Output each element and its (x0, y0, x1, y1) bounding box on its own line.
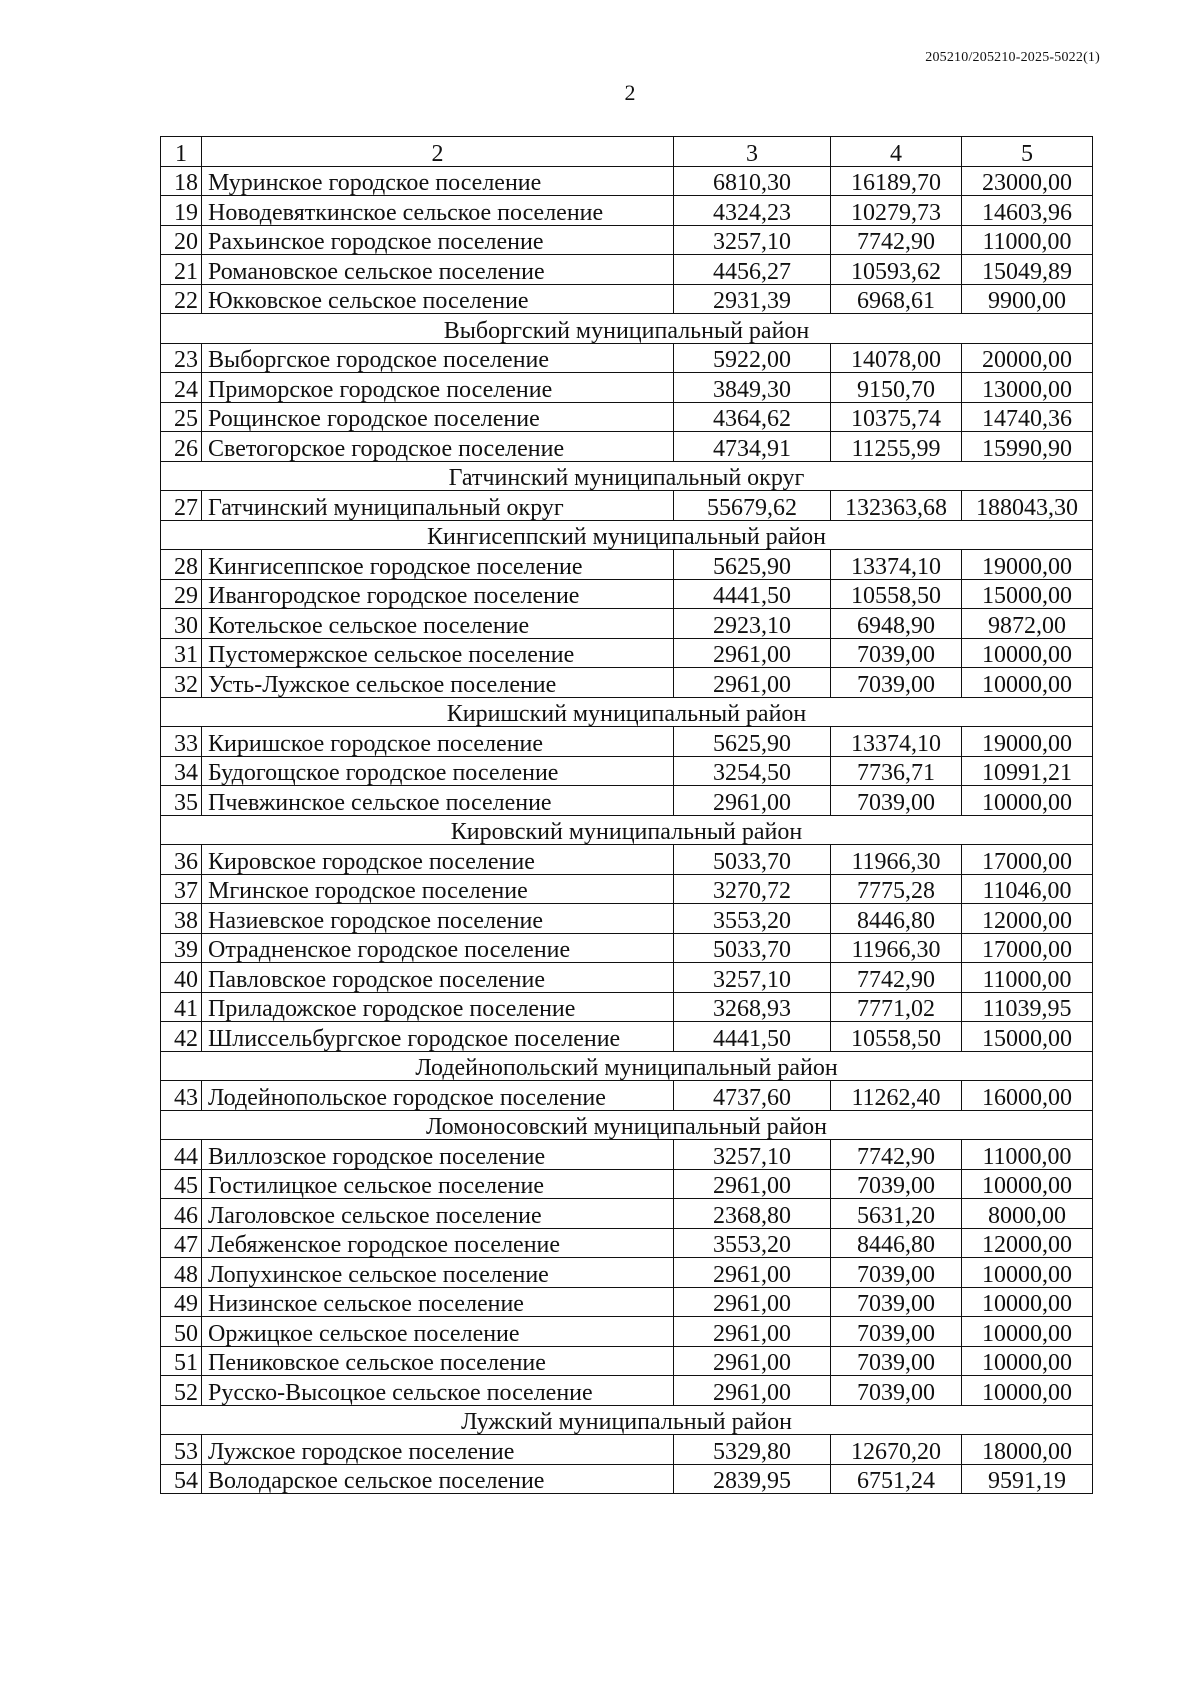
row-number: 52 (161, 1376, 202, 1406)
settlement-name: Муринское городское поселение (202, 166, 674, 196)
value-col-4: 7039,00 (831, 1169, 962, 1199)
row-number: 20 (161, 225, 202, 255)
header-col-2: 2 (202, 137, 674, 167)
value-col-3: 4441,50 (674, 579, 831, 609)
table-row (161, 963, 1093, 993)
table-row (161, 874, 1093, 904)
settlement-name: Юкковское сельское поселение (202, 284, 674, 314)
value-col-3: 3268,93 (674, 992, 831, 1022)
table-row (161, 1081, 1093, 1111)
value-col-5: 14603,96 (962, 196, 1093, 226)
settlement-name: Павловское городское поселение (202, 963, 674, 993)
row-number: 50 (161, 1317, 202, 1347)
district-group-row (161, 314, 1093, 344)
value-col-3: 3257,10 (674, 963, 831, 993)
value-col-3: 2961,00 (674, 668, 831, 698)
value-col-4: 7742,90 (831, 225, 962, 255)
row-number: 53 (161, 1435, 202, 1465)
value-col-3: 3553,20 (674, 1228, 831, 1258)
header-col-4: 4 (831, 137, 962, 167)
row-number: 34 (161, 756, 202, 786)
value-col-5: 10000,00 (962, 786, 1093, 816)
value-col-5: 10000,00 (962, 668, 1093, 698)
header-col-1: 1 (161, 137, 202, 167)
settlement-name: Светогорское городское поселение (202, 432, 674, 462)
table-row (161, 1228, 1093, 1258)
value-col-5: 17000,00 (962, 845, 1093, 875)
district-name: Гатчинский муниципальный округ (161, 461, 1093, 491)
table-row (161, 904, 1093, 934)
value-col-5: 11039,95 (962, 992, 1093, 1022)
value-col-4: 6968,61 (831, 284, 962, 314)
value-col-5: 10000,00 (962, 1287, 1093, 1317)
settlement-name: Гостилицкое сельское поселение (202, 1169, 674, 1199)
settlement-name: Ивангородское городское поселение (202, 579, 674, 609)
value-col-4: 7039,00 (831, 1317, 962, 1347)
settlement-name: Назиевское городское поселение (202, 904, 674, 934)
value-col-5: 11000,00 (962, 225, 1093, 255)
district-group-row (161, 1110, 1093, 1140)
settlement-name: Лебяженское городское поселение (202, 1228, 674, 1258)
row-number: 38 (161, 904, 202, 934)
settlement-name: Отрадненское городское поселение (202, 933, 674, 963)
district-name: Кировский муниципальный район (161, 815, 1093, 845)
table-row (161, 343, 1093, 373)
row-number: 41 (161, 992, 202, 1022)
row-number: 32 (161, 668, 202, 698)
value-col-3: 4737,60 (674, 1081, 831, 1111)
table-row (161, 638, 1093, 668)
value-col-5: 13000,00 (962, 373, 1093, 403)
table-row (161, 1435, 1093, 1465)
value-col-4: 8446,80 (831, 904, 962, 934)
settlement-name: Рощинское городское поселение (202, 402, 674, 432)
table-row (161, 845, 1093, 875)
district-group-row (161, 520, 1093, 550)
value-col-5: 20000,00 (962, 343, 1093, 373)
settlement-name: Лаголовское сельское поселение (202, 1199, 674, 1229)
settlement-name: Володарское сельское поселение (202, 1464, 674, 1494)
table-row (161, 1287, 1093, 1317)
value-col-5: 15049,89 (962, 255, 1093, 285)
table-row (161, 609, 1093, 639)
value-col-5: 9591,19 (962, 1464, 1093, 1494)
table-row (161, 933, 1093, 963)
row-number: 42 (161, 1022, 202, 1052)
settlement-name: Романовское сельское поселение (202, 255, 674, 285)
value-col-4: 7742,90 (831, 1140, 962, 1170)
value-col-3: 2961,00 (674, 1317, 831, 1347)
value-col-5: 15990,90 (962, 432, 1093, 462)
row-number: 46 (161, 1199, 202, 1229)
row-number: 33 (161, 727, 202, 757)
table-row (161, 756, 1093, 786)
value-col-4: 11966,30 (831, 845, 962, 875)
value-col-4: 7742,90 (831, 963, 962, 993)
value-col-4: 6948,90 (831, 609, 962, 639)
table-row (161, 668, 1093, 698)
value-col-4: 12670,20 (831, 1435, 962, 1465)
value-col-4: 7039,00 (831, 786, 962, 816)
settlement-name: Оржицкое сельское поселение (202, 1317, 674, 1347)
value-col-4: 11966,30 (831, 933, 962, 963)
row-number: 27 (161, 491, 202, 521)
settlement-name: Лодейнопольское городское поселение (202, 1081, 674, 1111)
row-number: 44 (161, 1140, 202, 1170)
value-col-3: 5922,00 (674, 343, 831, 373)
district-group-row (161, 1405, 1093, 1435)
value-col-3: 2961,00 (674, 1169, 831, 1199)
value-col-3: 4364,62 (674, 402, 831, 432)
document-id: 205210/205210-2025-5022(1) (925, 50, 1100, 65)
row-number: 26 (161, 432, 202, 462)
settlement-name: Котельское сельское поселение (202, 609, 674, 639)
value-col-4: 132363,68 (831, 491, 962, 521)
value-col-5: 17000,00 (962, 933, 1093, 963)
value-col-3: 4441,50 (674, 1022, 831, 1052)
value-col-5: 9872,00 (962, 609, 1093, 639)
table-row (161, 284, 1093, 314)
value-col-5: 10000,00 (962, 1346, 1093, 1376)
value-col-5: 8000,00 (962, 1199, 1093, 1229)
value-col-4: 10593,62 (831, 255, 962, 285)
value-col-5: 10991,21 (962, 756, 1093, 786)
page-number: 2 (624, 80, 636, 105)
value-col-3: 3553,20 (674, 904, 831, 934)
settlement-name: Новодевяткинское сельское поселение (202, 196, 674, 226)
value-col-5: 19000,00 (962, 550, 1093, 580)
settlement-name: Выборгское городское поселение (202, 343, 674, 373)
value-col-4: 16189,70 (831, 166, 962, 196)
settlement-name: Виллозское городское поселение (202, 1140, 674, 1170)
row-number: 51 (161, 1346, 202, 1376)
value-col-3: 3257,10 (674, 1140, 831, 1170)
row-number: 35 (161, 786, 202, 816)
table-row (161, 491, 1093, 521)
settlement-name: Лужское городское поселение (202, 1435, 674, 1465)
value-col-4: 13374,10 (831, 550, 962, 580)
district-name: Лодейнопольский муниципальный район (161, 1051, 1093, 1081)
value-col-3: 3257,10 (674, 225, 831, 255)
table-row (161, 1346, 1093, 1376)
settlement-name: Кировское городское поселение (202, 845, 674, 875)
settlement-name: Кингисеппское городское поселение (202, 550, 674, 580)
table-body (161, 137, 1093, 1494)
table-row (161, 373, 1093, 403)
value-col-3: 4734,91 (674, 432, 831, 462)
value-col-4: 13374,10 (831, 727, 962, 757)
value-col-4: 7039,00 (831, 668, 962, 698)
settlement-name: Русско-Высоцкое сельское поселение (202, 1376, 674, 1406)
value-col-5: 16000,00 (962, 1081, 1093, 1111)
value-col-4: 5631,20 (831, 1199, 962, 1229)
table-row (161, 255, 1093, 285)
value-col-5: 12000,00 (962, 1228, 1093, 1258)
value-col-5: 15000,00 (962, 1022, 1093, 1052)
value-col-3: 2961,00 (674, 638, 831, 668)
value-col-3: 2931,39 (674, 284, 831, 314)
row-number: 45 (161, 1169, 202, 1199)
value-col-5: 15000,00 (962, 579, 1093, 609)
value-col-3: 2839,95 (674, 1464, 831, 1494)
value-col-3: 5625,90 (674, 550, 831, 580)
table-row (161, 1022, 1093, 1052)
settlement-name: Приладожское городское поселение (202, 992, 674, 1022)
value-col-3: 5625,90 (674, 727, 831, 757)
value-col-3: 2961,00 (674, 1346, 831, 1376)
table-row (161, 1258, 1093, 1288)
value-col-5: 12000,00 (962, 904, 1093, 934)
value-col-3: 5329,80 (674, 1435, 831, 1465)
district-name: Ломоносовский муниципальный район (161, 1110, 1093, 1140)
district-group-row (161, 815, 1093, 845)
table-row (161, 196, 1093, 226)
value-col-4: 11262,40 (831, 1081, 962, 1111)
table-row (161, 166, 1093, 196)
row-number: 31 (161, 638, 202, 668)
value-col-4: 10279,73 (831, 196, 962, 226)
settlement-name: Гатчинский муниципальный округ (202, 491, 674, 521)
value-col-5: 11000,00 (962, 1140, 1093, 1170)
header-col-5: 5 (962, 137, 1093, 167)
value-col-4: 11255,99 (831, 432, 962, 462)
settlement-name: Шлиссельбургское городское поселение (202, 1022, 674, 1052)
district-group-row (161, 461, 1093, 491)
value-col-5: 10000,00 (962, 1317, 1093, 1347)
settlement-name: Пустомержское сельское поселение (202, 638, 674, 668)
value-col-4: 7039,00 (831, 1258, 962, 1288)
value-col-3: 3849,30 (674, 373, 831, 403)
value-col-3: 2368,80 (674, 1199, 831, 1229)
value-col-4: 7775,28 (831, 874, 962, 904)
district-name: Лужский муниципальный район (161, 1405, 1093, 1435)
table-row (161, 727, 1093, 757)
value-col-3: 2961,00 (674, 1287, 831, 1317)
settlement-name: Низинское сельское поселение (202, 1287, 674, 1317)
table-row (161, 1376, 1093, 1406)
value-col-4: 14078,00 (831, 343, 962, 373)
row-number: 21 (161, 255, 202, 285)
value-col-4: 7039,00 (831, 638, 962, 668)
row-number: 40 (161, 963, 202, 993)
table-row (161, 402, 1093, 432)
table-row (161, 1317, 1093, 1347)
value-col-5: 9900,00 (962, 284, 1093, 314)
value-col-5: 11046,00 (962, 874, 1093, 904)
value-col-3: 3254,50 (674, 756, 831, 786)
value-col-5: 10000,00 (962, 638, 1093, 668)
row-number: 29 (161, 579, 202, 609)
subsidy-table (160, 136, 1093, 1494)
row-number: 18 (161, 166, 202, 196)
row-number: 23 (161, 343, 202, 373)
settlement-name: Киришское городское поселение (202, 727, 674, 757)
settlement-name: Пчевжинское сельское поселение (202, 786, 674, 816)
table-row (161, 550, 1093, 580)
row-number: 36 (161, 845, 202, 875)
value-col-5: 10000,00 (962, 1258, 1093, 1288)
value-col-4: 6751,24 (831, 1464, 962, 1494)
row-number: 22 (161, 284, 202, 314)
value-col-3: 4324,23 (674, 196, 831, 226)
value-col-5: 188043,30 (962, 491, 1093, 521)
value-col-4: 10375,74 (831, 402, 962, 432)
settlement-name: Приморское городское поселение (202, 373, 674, 403)
value-col-4: 10558,50 (831, 1022, 962, 1052)
row-number: 30 (161, 609, 202, 639)
value-col-3: 5033,70 (674, 845, 831, 875)
value-col-5: 10000,00 (962, 1376, 1093, 1406)
settlement-name: Лопухинское сельское поселение (202, 1258, 674, 1288)
value-col-5: 11000,00 (962, 963, 1093, 993)
row-number: 19 (161, 196, 202, 226)
row-number: 49 (161, 1287, 202, 1317)
row-number: 37 (161, 874, 202, 904)
row-number: 28 (161, 550, 202, 580)
table-row (161, 225, 1093, 255)
value-col-3: 2961,00 (674, 786, 831, 816)
value-col-3: 4456,27 (674, 255, 831, 285)
value-col-3: 3270,72 (674, 874, 831, 904)
table-row (161, 432, 1093, 462)
row-number: 48 (161, 1258, 202, 1288)
value-col-3: 2961,00 (674, 1258, 831, 1288)
value-col-3: 55679,62 (674, 491, 831, 521)
value-col-3: 2923,10 (674, 609, 831, 639)
table-header-row (161, 137, 1093, 167)
value-col-3: 6810,30 (674, 166, 831, 196)
district-name: Кингисеппский муниципальный район (161, 520, 1093, 550)
header-col-3: 3 (674, 137, 831, 167)
value-col-4: 7771,02 (831, 992, 962, 1022)
table-row (161, 579, 1093, 609)
value-col-3: 5033,70 (674, 933, 831, 963)
value-col-5: 14740,36 (962, 402, 1093, 432)
value-col-4: 7039,00 (831, 1376, 962, 1406)
row-number: 24 (161, 373, 202, 403)
value-col-4: 8446,80 (831, 1228, 962, 1258)
row-number: 54 (161, 1464, 202, 1494)
table-row (161, 992, 1093, 1022)
district-group-row (161, 1051, 1093, 1081)
value-col-5: 23000,00 (962, 166, 1093, 196)
settlement-name: Будогощское городское поселение (202, 756, 674, 786)
row-number: 25 (161, 402, 202, 432)
value-col-4: 7039,00 (831, 1346, 962, 1376)
value-col-4: 7736,71 (831, 756, 962, 786)
value-col-5: 10000,00 (962, 1169, 1093, 1199)
value-col-5: 18000,00 (962, 1435, 1093, 1465)
settlement-name: Мгинское городское поселение (202, 874, 674, 904)
row-number: 47 (161, 1228, 202, 1258)
district-group-row (161, 697, 1093, 727)
value-col-4: 9150,70 (831, 373, 962, 403)
table-row (161, 786, 1093, 816)
row-number: 43 (161, 1081, 202, 1111)
value-col-4: 7039,00 (831, 1287, 962, 1317)
district-name: Выборгский муниципальный район (161, 314, 1093, 344)
table-row (161, 1464, 1093, 1494)
table-row (161, 1169, 1093, 1199)
value-col-5: 19000,00 (962, 727, 1093, 757)
settlement-name: Рахьинское городское поселение (202, 225, 674, 255)
value-col-4: 10558,50 (831, 579, 962, 609)
table-row (161, 1199, 1093, 1229)
settlement-name: Пениковское сельское поселение (202, 1346, 674, 1376)
value-col-3: 2961,00 (674, 1376, 831, 1406)
district-name: Киришский муниципальный район (161, 697, 1093, 727)
row-number: 39 (161, 933, 202, 963)
settlement-name: Усть-Лужское сельское поселение (202, 668, 674, 698)
table-row (161, 1140, 1093, 1170)
